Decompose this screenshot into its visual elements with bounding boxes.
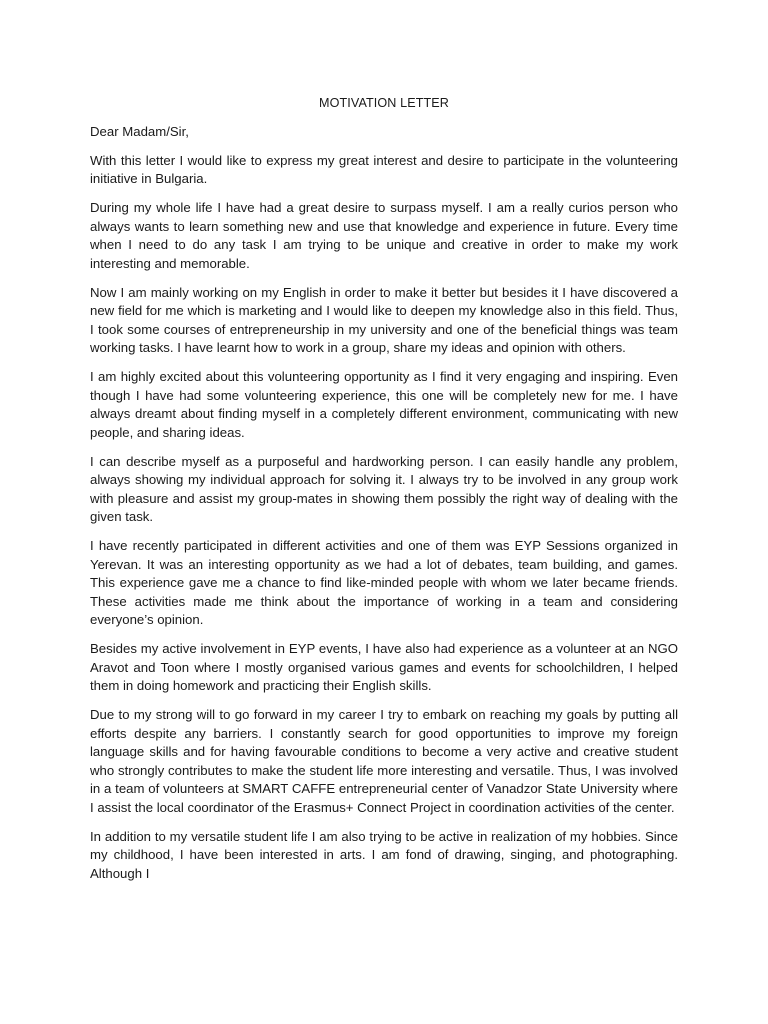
paragraph-4: I am highly excited about this volunteering opportunity as I find it very engaging and inspiring. Even though I have had some volunteering experience, this one will be completely new for me. I have always dreamt about finding myself in a completely different environment, communicating with new people, and sharing ideas. xyxy=(90,369,678,440)
paragraph-7: Besides my active involvement in EYP events, I have also had experience as a volunteer at an NGO Aravot and Toon where I mostly organised various games and events for schoolchildren, I helped them in doing homework and practicing their English skills. xyxy=(90,641,678,693)
letter-salutation: Dear Madam/Sir, xyxy=(90,124,189,139)
paragraph-5: I can describe myself as a purposeful and hardworking person. I can easily handle any problem, always showing my individual approach for solving it. I always try to be involved in any group work with pleasure and assist my group-mates in showing them possibly the right way of dealing with the given task. xyxy=(90,453,678,524)
paragraph-1: With this letter I would like to express my great interest and desire to participate in the volunteering initiative in Bulgaria. xyxy=(90,152,678,186)
paragraph-9: In addition to my versatile student life I am also trying to be active in realization of my hobbies. Since my childhood, I have been interested in arts. I am fond of drawing, singing, and photographing. Although I xyxy=(90,828,678,881)
letter-title: MOTIVATION LETTER xyxy=(319,96,449,110)
paragraph-8: Due to my strong will to go forward in my career I try to embark on reaching my goals by putting all efforts despite any barriers. I constantly search for good opportunities to improve my foreign language skills and for having favourable conditions to become a very active and creative student who strongly contributes to make the student life more interesting and versatile. Thus, I was involved in a team of volunteers at SMART CAFFE entrepreneurial center of Vanadzor State University where I assist the local coordinator of the Erasmus+ Connect Project in coordination activities of the center. xyxy=(90,707,678,815)
paragraph-3: Now I am mainly working on my English in order to make it better but besides it I have discovered a new field for me which is marketing and I would like to deepen my knowledge also in this field. Thus, I took some courses of entrepreneurship in my university and one of the beneficial things was team working tasks. I have learnt how to work in a group, share my ideas and opinion with others. xyxy=(90,284,678,355)
paragraph-2: During my whole life I have had a great desire to surpass myself. I am a really curios person who always wants to learn something new and use that knowledge and experience in future. Every time when I need to do any task I am trying to be unique and creative in order to make my work interesting and memorable. xyxy=(90,200,678,271)
paragraph-6: I have recently participated in different activities and one of them was EYP Sessions organized in Yerevan. It was an interesting opportunity as we had a lot of debates, team building, and games. This experience gave me a chance to find like-minded people with whom we later became friends. These activities made me think about the importance of working in a team and considering everyone’s opinion. xyxy=(90,538,678,627)
